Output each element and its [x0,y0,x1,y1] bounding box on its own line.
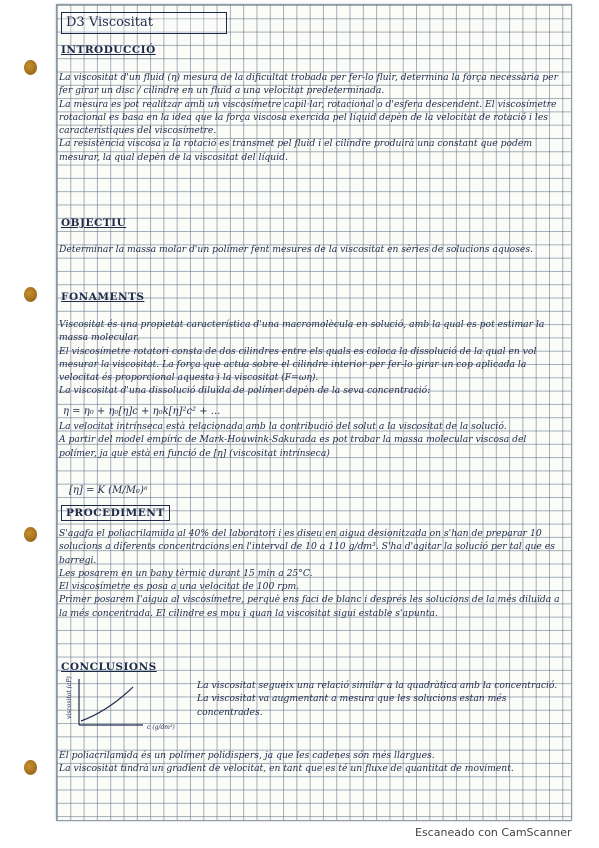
formula-viscosity: η = η₀ + η₀[η]c + η₀k[η]²c² + ... [63,406,221,417]
graph-curve [81,687,133,721]
objectiu-text: Determinar la massa molar d'un polímer fent mesures de la viscositat en sèries de solucions aquoses. [59,244,533,255]
fonaments-text: Viscositat és una propietat característica d'una macromolècula en solució, amb la qual es pot estimar la massa molecular. El viscosímetre rotatori consta de dos cilindres entre els quals es coloca la dissolució de la qual en vol mesurar la viscositat. La força que actua sobre el cilindre interior per fer-lo girar un cop aplicada la velocitat és proporcional aquesta i la viscositat (F=ωη). La viscositat d'una dissolució diluïda de polímer depèn de la seva concentració: [59,319,545,397]
binder-hole [24,287,37,302]
binder-hole [24,60,37,75]
conclusions-text-2: El poliacrilamida és un polímer polidispers, ja que les cadenes són més llargues. La viscositat tindrà un gradient de velocitat, en tant que es té un fluxe de quantitat de moviment. [59,750,514,775]
heading-introduccio: INTRODUCCIÓ [61,44,156,56]
intro-text: La viscositat d'un fluid (η) mesura de la dificultat trobada per fer-lo fluir, determina la força necessària per fer girar un disc / cilindre en un fluid a una velocitat predeterminada. La mesura es pot realitzar amb un viscosímetre capil·lar, rotacional o d'esfera descendent. El viscosímetre rotacional es basa en la idea que la força viscosa exercida pel líquid depèn de la velocitat de rotació i les característiques del viscosímetre. La resistència viscosa a la rotació es transmet pel fluid i el cilindre produirà una constant que podem mesurar, la qual depèn de la viscositat del líquid. [59,72,558,163]
binder-hole [24,527,37,542]
notebook-page [56,4,572,821]
binder-hole [24,760,37,775]
heading-procediment: PROCEDIMENT [61,505,170,521]
scanner-watermark: Escaneado con CamScanner [415,826,572,839]
procediment-text: S'agafa el poliacrilamida al 40% del laboratori i es diseu en aigua desionitzada on s'han de preparar 10 solucions a diferents concentracions en l'interval de 10 a 110 g/dm³. S'ha d'agitar la solució per tal que es barregi. Les posarem en un bany tèrmic durant 15 min a 25°C. El viscosímetre es posa a una velocitat de 100 rpm. Primer posarem l'aigua al viscosímetre, perquè ens faci de blanc i després les solucions de la més diluïda a la més concentrada. El cilindre es mou i quan la viscositat sigui estable s'apunta. [59,528,560,619]
viscosity-sketch-graph [63,675,193,737]
conclusions-text: La viscositat segueix una relació similar a la quadràtica amb la concentració. La viscositat va augmentant a mesura que les solucions estan més concentrades. [197,680,558,718]
graph-xlabel: c (g/dm³) [147,724,175,731]
heading-objectiu: OBJECTIU [61,217,127,229]
graph-ylabel: viscositat (cP) [66,676,73,719]
page-title: D3 Viscositat [61,12,227,34]
fonaments-text-2: La velocitat intrínseca està relacionada amb la contribució del solut a la viscositat de la solució. A partir del model empíric de Mark-Houwink-Sakurada es pot trobar la massa molecular viscosa del polímer, ja que està en funció de [η] (viscositat intrínseca) [59,421,527,459]
formula-mark-houwink: [η] = K (M/M₀)ᵃ [69,485,148,496]
heading-fonaments: FONAMENTS [61,291,145,303]
heading-conclusions: CONCLUSIONS [61,661,157,673]
